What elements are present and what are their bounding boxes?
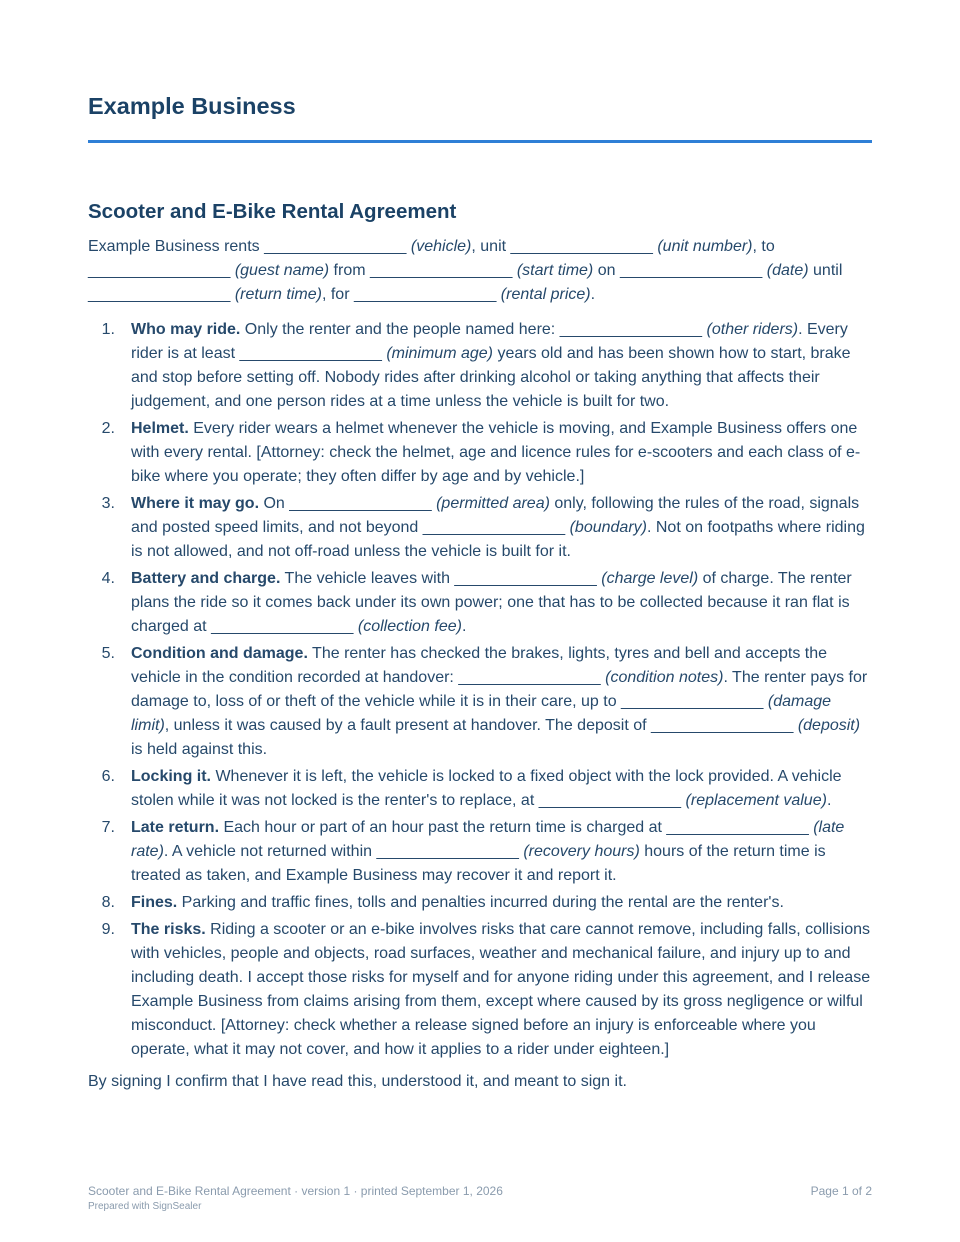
clause-text bbox=[131, 768, 842, 809]
clause-number: 1. bbox=[101, 321, 115, 338]
clause-number: 3. bbox=[101, 495, 115, 512]
fill-in-blank: ________________ bbox=[619, 262, 763, 279]
body-text: . bbox=[826, 792, 832, 809]
body-text: from bbox=[329, 262, 370, 279]
clause-text bbox=[131, 495, 865, 560]
clause-number: 7. bbox=[101, 819, 115, 836]
fill-in-blank: ________________ bbox=[376, 843, 519, 860]
clause-item bbox=[88, 816, 872, 888]
body-text: years old and has been shown how to start, brake and stop before setting off. Nobody rides after drinking alcohol or taking anything that affects their judgement, and one person rides at a time unless the vehicle is built for two. bbox=[131, 345, 851, 410]
field-hint: (permitted area) bbox=[436, 495, 550, 512]
body-text: . Every rider is at least bbox=[131, 321, 848, 362]
clause-heading: Battery and charge. bbox=[131, 570, 281, 587]
body-text: , for bbox=[321, 286, 354, 303]
clause-text bbox=[131, 921, 870, 1058]
clause-item bbox=[88, 492, 872, 564]
clause-item bbox=[88, 918, 872, 1062]
fill-in-blank: ________________ bbox=[88, 262, 231, 279]
body-text: Whenever it is left, the vehicle is locked to a fixed object with the lock provided. A vehicle stolen while it was not locked is the renter's to replace, at bbox=[131, 768, 842, 809]
closing-statement: By signing I confirm that I have read this, understood it, and meant to sign it. bbox=[88, 1073, 627, 1090]
fill-in-blank: ________________ bbox=[454, 570, 597, 587]
fill-in-blank: ________________ bbox=[239, 345, 382, 362]
clause-number: 4. bbox=[101, 570, 115, 587]
fill-in-blank: ________________ bbox=[289, 495, 432, 512]
clause-heading: Condition and damage. bbox=[131, 645, 308, 662]
body-text: The vehicle leaves with bbox=[280, 570, 455, 587]
body-text: on bbox=[593, 262, 620, 279]
clause-item bbox=[88, 765, 872, 813]
footer-prepared-with: Prepared with SignSealer bbox=[88, 1201, 202, 1212]
clause-text bbox=[131, 819, 844, 884]
body-text: The renter has checked the brakes, lights, tyres and bell and accepts the vehicle in the condition recorded at handover: bbox=[131, 645, 828, 686]
field-hint: (date) bbox=[766, 262, 809, 279]
body-text: . A vehicle not returned within bbox=[163, 843, 377, 860]
body-text: Each hour or part of an hour past the return time is charged at bbox=[219, 819, 667, 836]
field-hint: (recovery hours) bbox=[523, 843, 640, 860]
field-hint: (late rate) bbox=[131, 819, 845, 860]
body-text: Every rider wears a helmet whenever the vehicle is moving, and Example Business offers one with every rental. [Attorney: check the helmet, age and licence rules for e-scooters and each class of e-bike where you operate; they often differ by age and by vehicle.] bbox=[131, 420, 861, 485]
fill-in-blank: ________________ bbox=[510, 238, 653, 255]
header-divider bbox=[88, 140, 872, 143]
fill-in-blank: ________________ bbox=[211, 618, 354, 635]
document-page bbox=[88, 0, 872, 1242]
body-text: is held against this. bbox=[131, 741, 268, 758]
fill-in-blank: ________________ bbox=[458, 669, 601, 686]
fill-in-blank: ________________ bbox=[353, 286, 497, 303]
fill-in-blank: ________________ bbox=[559, 321, 703, 338]
fill-in-blank: ________________ bbox=[666, 819, 809, 836]
clause-item bbox=[88, 417, 872, 489]
clause-number: 2. bbox=[101, 420, 115, 437]
body-text: . Not on footpaths where riding is not allowed, and not off-road unless the vehicle is built for it. bbox=[131, 519, 865, 560]
body-text: . bbox=[590, 286, 596, 303]
clause-item bbox=[88, 891, 872, 915]
clause-heading: Helmet. bbox=[131, 420, 189, 437]
clause-text bbox=[131, 570, 852, 635]
body-text: On bbox=[259, 495, 290, 512]
field-hint: (minimum age) bbox=[386, 345, 493, 362]
body-text: . The renter pays for damage to, loss of or theft of the vehicle while it is in their care, up to bbox=[131, 669, 868, 710]
clause-number: 5. bbox=[101, 645, 115, 662]
clause-heading: Where it may go. bbox=[131, 495, 260, 512]
body-text: . bbox=[461, 618, 467, 635]
field-hint: (unit number) bbox=[657, 238, 753, 255]
body-text: only, following the rules of the road, signals and posted speed limits, and not beyond bbox=[131, 495, 860, 536]
field-hint: (vehicle) bbox=[410, 238, 472, 255]
fill-in-blank: ________________ bbox=[422, 519, 566, 536]
fill-in-blank: ________________ bbox=[88, 286, 231, 303]
fill-in-blank: ________________ bbox=[264, 238, 407, 255]
clause-heading: The risks. bbox=[131, 921, 206, 938]
clause-list bbox=[88, 318, 872, 1065]
field-hint: (other riders) bbox=[706, 321, 799, 338]
clause-text bbox=[131, 420, 860, 485]
body-text: Riding a scooter or an e-bike involves risks that care cannot remove, including falls, collisions with vehicles, people and objects, road surfaces, weather and mechanical failure, and injury up to and including death. I accept those risks for myself and for anyone riding under this agreement, and I release Example Business from claims arising from them, except where caused by its gross negligence or wilful misconduct. [Attorney: check whether a release signed before an injury is enforceable where you operate, what it may not cover, and how it applies to a rider under eighteen.] bbox=[131, 921, 871, 1058]
clause-heading: Fines. bbox=[131, 894, 178, 911]
body-text: , unit bbox=[471, 238, 511, 255]
body-text: Example Business rents bbox=[88, 238, 265, 255]
clause-item bbox=[88, 318, 872, 414]
clause-number: 9. bbox=[101, 921, 115, 938]
field-hint: (start time) bbox=[516, 262, 594, 279]
clause-item bbox=[88, 642, 872, 762]
field-hint: (deposit) bbox=[797, 717, 861, 734]
intro-paragraph bbox=[88, 235, 872, 307]
body-text: Parking and traffic fines, tolls and penalties incurred during the rental are the renter's. bbox=[177, 894, 784, 911]
field-hint: (rental price) bbox=[500, 286, 591, 303]
footer-document-info: Scooter and E-Bike Rental Agreement · version 1 · printed September 1, 2026 bbox=[88, 1184, 503, 1198]
field-hint: (boundary) bbox=[569, 519, 647, 536]
clause-text bbox=[131, 321, 851, 410]
clause-heading: Who may ride. bbox=[131, 321, 241, 338]
clause-heading: Locking it. bbox=[131, 768, 211, 785]
footer-page-number: Page 1 of 2 bbox=[810, 1184, 872, 1198]
business-name: Example Business bbox=[88, 93, 296, 119]
body-text: , unless it was caused by a fault present at handover. The deposit of bbox=[164, 717, 651, 734]
clause-text bbox=[131, 894, 784, 911]
field-hint: (damage limit) bbox=[131, 693, 832, 734]
fill-in-blank: ________________ bbox=[538, 792, 682, 809]
body-text: Only the renter and the people named here: bbox=[240, 321, 560, 338]
clause-item bbox=[88, 567, 872, 639]
body-text: , to bbox=[752, 238, 775, 255]
clause-text bbox=[131, 645, 867, 758]
body-text: hours of the return time is treated as taken, and Example Business may recover it and report it. bbox=[131, 843, 826, 884]
document-title: Scooter and E-Bike Rental Agreement bbox=[88, 200, 457, 223]
field-hint: (condition notes) bbox=[605, 669, 724, 686]
fill-in-blank: ________________ bbox=[651, 717, 794, 734]
field-hint: (guest name) bbox=[234, 262, 330, 279]
fill-in-blank: ________________ bbox=[369, 262, 513, 279]
clause-heading: Late return. bbox=[131, 819, 220, 836]
body-text: until bbox=[808, 262, 843, 279]
field-hint: (return time) bbox=[234, 286, 322, 303]
field-hint: (replacement value) bbox=[685, 792, 827, 809]
field-hint: (collection fee) bbox=[357, 618, 462, 635]
fill-in-blank: ________________ bbox=[621, 693, 764, 710]
field-hint: (charge level) bbox=[601, 570, 699, 587]
clause-number: 8. bbox=[101, 894, 115, 911]
clause-number: 6. bbox=[101, 768, 115, 785]
body-text: of charge. The renter plans the ride so it comes back under its own power; one that has to be collected because it ran flat is charged at bbox=[131, 570, 852, 635]
